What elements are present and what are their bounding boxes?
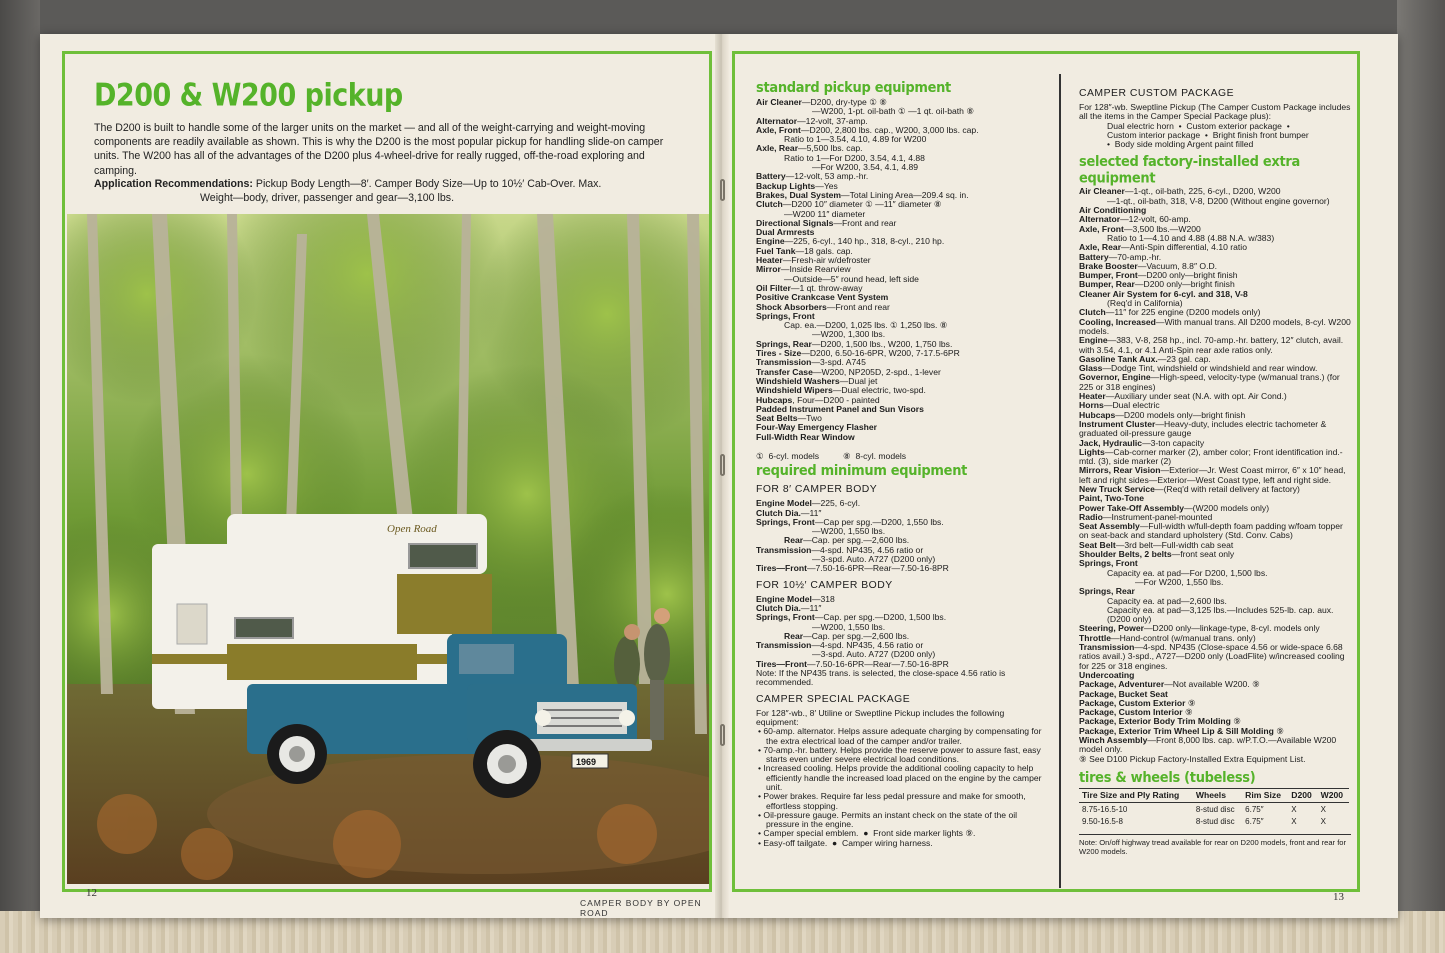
- spec-line: [1079, 755, 1351, 764]
- spec-detail: —D200 only—linkage-type, 8-cyl. models only: [1143, 623, 1320, 634]
- camper-truck-photo: [67, 214, 709, 884]
- spec-term: Fuel Tank: [756, 245, 796, 256]
- spec-detail: —3-spd. Auto. A727 (D200 only): [812, 649, 936, 660]
- spec-term: New Truck Service: [1079, 483, 1155, 494]
- camper-custom-heading: CAMPER CUSTOM PACKAGE: [1079, 88, 1235, 99]
- spec-line: [756, 669, 1049, 688]
- background-right: [1397, 0, 1445, 953]
- spec-term: Horns: [1079, 400, 1104, 411]
- spec-detail: —Instrument-panel-mounted: [1102, 511, 1213, 522]
- spec-detail: —For W200, 3.54, 4.1, 4.89: [812, 162, 919, 173]
- spec-term: Package, Exterior Trim Wheel Lip & Sill Molding: [1079, 725, 1274, 736]
- extra-equipment-heading: selected factory-installed extra equipment: [1079, 154, 1300, 188]
- spec-detail: Ratio to 1—3.54, 4.10, 4.89 for W200: [784, 134, 927, 145]
- spec-term: Windshield Wipers: [756, 385, 833, 396]
- spec-detail: —W200, 1-pt. oil-bath ① —1 qt. oil-bath ⑧: [812, 106, 975, 117]
- spec-term: Dual Armrests: [756, 227, 815, 238]
- spec-term: Shock Absorbers: [756, 301, 827, 312]
- spec-detail: —5,500 lbs. cap.: [798, 143, 863, 154]
- spec-detail: —11″: [800, 507, 822, 518]
- spec-term: Tires - Size: [756, 348, 802, 359]
- spec-term: Four-Way Emergency Flasher: [756, 422, 877, 433]
- spec-detail: —Dual electric: [1103, 400, 1160, 411]
- camper-special-heading: CAMPER SPECIAL PACKAGE: [756, 693, 911, 705]
- spec-detail: —Anti-Spin differential, 4.10 ratio: [1121, 242, 1247, 253]
- spec-detail: —W200, 1,550 lbs.: [812, 621, 886, 632]
- page-number-left: 12: [86, 887, 97, 899]
- spec-detail: —D200 only—bright finish: [1134, 279, 1235, 290]
- spec-term: Brakes, Dual System: [756, 189, 842, 200]
- photo-caption: CAMPER BODY BY OPEN ROAD: [580, 898, 702, 918]
- column-header: Wheels: [1193, 788, 1242, 802]
- spec-term: Axle, Front: [1079, 223, 1124, 234]
- spec-detail: Capacity ea. at pad—3,125 lbs.—Includes 525-lb. cap. aux. (D200 only): [1107, 604, 1336, 625]
- spec-detail: —D200 only—bright finish: [1137, 270, 1238, 281]
- spec-detail: Dual electric horn • Custom exterior package •: [1107, 120, 1290, 131]
- spec-term: Seat Assembly: [1079, 521, 1140, 532]
- spec-term: Springs, Rear: [1079, 586, 1135, 597]
- spec-term: Power Take-Off Assembly: [1079, 502, 1185, 513]
- standard-equipment-heading: standard pickup equipment: [756, 80, 951, 97]
- spec-detail: —7.50-16-6PR—Rear—7.50-16-8PR: [806, 563, 949, 574]
- spec-term: Cleaner Air System for 6-cyl. and 318, V-8: [1079, 288, 1248, 299]
- extra-equipment-list: [1079, 186, 1354, 764]
- spec-detail: —Cap. per spg.—2,600 lbs.: [803, 535, 910, 546]
- table-cell: 6.75″: [1245, 816, 1264, 826]
- spec-detail: —W200, NP205D, 2-spd., 1-lever: [812, 366, 941, 377]
- spec-detail: —Yes: [815, 180, 838, 191]
- spec-term: Engine Model: [756, 498, 812, 509]
- spec-detail: , Four—D200 - painted: [792, 394, 880, 405]
- spec-detail: —11″ for 225 engine (D200 models only): [1105, 307, 1261, 318]
- spec-term: Transmission: [756, 357, 812, 368]
- spec-detail: —7.50-16-6PR—Rear—7.50-16-8PR: [806, 658, 949, 669]
- spec-detail: ⑨: [1182, 707, 1193, 718]
- table-cell: X: [1320, 804, 1326, 814]
- table-cell: 8.75-16.5-10: [1082, 804, 1128, 814]
- required-10ft-subheading: FOR 10½′ CAMPER BODY: [756, 579, 893, 591]
- spec-detail: —1 qt. throw-away: [790, 282, 863, 293]
- spec-detail: (Req'd in California): [1107, 298, 1183, 309]
- spec-term: Clutch Dia.: [756, 602, 801, 613]
- spec-line: [1079, 103, 1351, 122]
- table-row: [1079, 803, 1349, 816]
- spec-detail: —3rd belt—Full-width cab seat: [1115, 539, 1234, 550]
- spec-detail: —(W200 models only): [1184, 502, 1270, 513]
- spec-detail: —Dodge Tint, windshield or windshield and rear window.: [1102, 363, 1318, 374]
- spec-detail: —3-spd. A745: [811, 357, 866, 368]
- spec-line: [1079, 336, 1351, 355]
- spec-term: Transfer Case: [756, 366, 813, 377]
- spec-detail: —1-qt., oil-bath, 318, V-8, D200 (Without engine governor): [1107, 195, 1330, 206]
- spec-detail: For 128″-wb. Sweptline Pickup (The Camper Custom Package includes all the items in the Camper Special Package plus):: [1079, 102, 1353, 122]
- spec-detail: —Not available W200. ⑨: [1164, 679, 1260, 690]
- spec-term: Instrument Cluster: [1079, 418, 1156, 429]
- spec-detail: —Total Lining Area—209.4 sq. in.: [841, 189, 969, 200]
- bullet-item: • Power brakes. Require far less pedal pressure and make for smooth, effortless stopping.: [758, 791, 1029, 811]
- spec-detail: Custom interior package • Bright finish front bumper: [1107, 129, 1309, 140]
- spec-detail: —D200, 2,800 lbs. cap., W200, 3,000 lbs. cap.: [800, 124, 979, 135]
- application-label: Application Recommendations:: [94, 178, 253, 190]
- spec-detail: —Inside Rearview: [780, 264, 851, 275]
- page-title: D200 & W200 pickup: [94, 78, 403, 114]
- spec-term: Hubcaps: [1079, 409, 1116, 420]
- required-equipment-heading: required minimum equipment: [756, 463, 968, 480]
- spec-term: Springs, Front: [756, 612, 815, 623]
- required-10ft-list: [756, 595, 1049, 688]
- spec-detail: —Cab-corner marker (2), amber color; Front identification ind.-mtd. (3), side marker (2): [1079, 446, 1343, 467]
- spec-detail: —Heavy-duty, includes electric tachometer & graduated oil-pressure gauge: [1079, 418, 1329, 439]
- spec-detail: —W200 11″ diameter: [784, 208, 866, 219]
- camper-special-list: [756, 727, 1049, 848]
- spec-term: Glass: [1079, 363, 1103, 374]
- spec-detail: —With manual trans. All D200 models, 8-cyl. W200 models.: [1079, 316, 1354, 336]
- spec-detail: Note: If the NP435 trans. is selected, the close-space 4.56 ratio is recommended.: [756, 668, 1008, 688]
- spec-term: Brake Booster: [1079, 260, 1138, 271]
- bullet-item: • 70-amp.-hr. battery. Helps provide the reserve power to assure fast, easy starts even under severe electrical load conditions.: [758, 744, 1044, 765]
- required-8ft-subheading: FOR 8′ CAMPER BODY: [756, 484, 878, 496]
- spec-term: Alternator: [1079, 214, 1121, 225]
- spec-line: [1079, 420, 1351, 439]
- column-header: Rim Size: [1242, 788, 1288, 802]
- spec-term: Gasoline Tank Aux.: [1079, 353, 1158, 364]
- spec-detail: —225, 6-cyl., 140 hp., 318, 8-cyl., 210 hp.: [784, 236, 945, 247]
- spec-line: [1079, 448, 1351, 467]
- spec-detail: —18 gals. cap.: [795, 245, 853, 256]
- spec-term: Springs, Front: [756, 516, 815, 527]
- spec-detail: —12-volt, 53 amp.-hr.: [785, 171, 869, 182]
- application-text-cont: Weight—body, driver, passenger and gear—3,100 lbs.: [200, 192, 455, 204]
- staple-top: [720, 179, 725, 201]
- spec-term: Package, Exterior Body Trim Molding: [1079, 716, 1231, 727]
- spec-line: [756, 518, 1049, 527]
- book-gutter: [715, 34, 729, 918]
- spec-line: [756, 613, 1049, 622]
- spec-detail: —1-qt., oil-bath, 225, 6-cyl., D200, W200: [1124, 186, 1281, 197]
- table-cell: X: [1320, 816, 1326, 826]
- spec-line: [756, 321, 1049, 330]
- spec-detail: —Cap. per spg.—2,600 lbs.: [803, 630, 910, 641]
- spec-detail: ⑨: [1185, 697, 1196, 708]
- application-recommendations: [94, 177, 686, 205]
- spec-line: [1079, 140, 1351, 149]
- spec-term: Cooling, Increased: [1079, 316, 1156, 327]
- column-header: W200: [1318, 788, 1349, 802]
- forest-scene-illustration: [67, 214, 709, 884]
- table-body: [1079, 803, 1349, 828]
- staple-middle: [720, 454, 725, 476]
- spec-term: Bumper, Rear: [1079, 279, 1135, 290]
- spec-term: Package, Adventurer: [1079, 679, 1165, 690]
- spec-term: Package, Bucket Seat: [1079, 688, 1168, 699]
- spec-term: Heater: [1079, 391, 1106, 402]
- spec-term: Oil Filter: [756, 282, 791, 293]
- spec-term: Springs, Front: [1079, 558, 1138, 569]
- bullet-item: • Increased cooling. Helps provide the additional cooling capacity to help efficiently handle the increased load placed on the engine by the camper unit.: [758, 763, 1044, 792]
- spec-detail: —3-ton capacity: [1142, 437, 1205, 448]
- camper-custom-list: [1079, 103, 1351, 149]
- spec-detail: • Body side molding Argent paint filled: [1107, 139, 1254, 150]
- column-header: Tire Size and Ply Rating: [1079, 788, 1193, 802]
- spec-term: Axle, Rear: [756, 143, 799, 154]
- standard-equipment-list: [756, 98, 1049, 442]
- tires-wheels-heading: tires & wheels (tubeless): [1079, 769, 1256, 787]
- table-cell: X: [1291, 804, 1297, 814]
- background-left: [0, 0, 40, 953]
- spec-term: Air Cleaner: [756, 97, 802, 107]
- spec-detail: —Vacuum, 8.8″ O.D.: [1137, 260, 1218, 271]
- spec-detail: —225, 6-cyl.: [811, 498, 861, 509]
- spec-line: [1079, 643, 1351, 671]
- staple-bottom: [720, 724, 725, 746]
- spec-term: Springs, Rear: [756, 338, 812, 349]
- spec-column-left: [756, 78, 1049, 848]
- spec-term: Seat Belts: [756, 413, 798, 424]
- spec-term: Backup Lights: [756, 180, 816, 191]
- spec-detail: —4-spd. NP435, 4.56 ratio or: [811, 640, 924, 651]
- spec-detail: —Dual electric, two-spd.: [832, 385, 926, 396]
- spec-term: Transmission: [756, 640, 812, 651]
- bullet-item: • Camper special emblem. ● Front side marker lights ⑨.: [758, 828, 976, 839]
- spec-detail: —3,500 lbs.—W200: [1123, 223, 1201, 234]
- intro-paragraph: The D200 is built to handle some of the larger units on the market — and all of the weight-carrying and weight-moving components are readily available as shown. This is why the D200 is the most popular pickup for handling slide-on camper units. The W200 has all of the advantages of the D200 plus 4-wheel-drive for really rugged, off-the-road exploring and camping.: [94, 122, 664, 177]
- spec-term: Transmission: [1079, 642, 1135, 653]
- spec-term: Clutch: [756, 199, 783, 210]
- spec-term: Throttle: [1079, 632, 1111, 643]
- spec-term: Alternator: [756, 115, 798, 126]
- spec-detail: —4-spd. NP435, 4.56 ratio or: [811, 544, 924, 555]
- spec-detail: —D200, 1,500 lbs., W200, 1,750 lbs.: [811, 338, 953, 349]
- spec-line: [756, 564, 1049, 573]
- spec-term: Tires—Front: [756, 563, 807, 574]
- spec-detail: —23 gal. cap.: [1157, 353, 1211, 364]
- spec-line: [1079, 736, 1351, 755]
- spec-term: Axle, Rear: [1079, 242, 1122, 253]
- table-cell: X: [1291, 816, 1297, 826]
- spec-term: Axle, Front: [756, 124, 801, 135]
- spec-detail: —Cap. per spg.—D200, 1,500 lbs.: [814, 612, 947, 623]
- spec-term: Padded Instrument Panel and Sun Visors: [756, 403, 924, 414]
- spec-detail: —Auxiliary under seat (N.A. with opt. Air Cond.): [1105, 391, 1287, 402]
- spec-term: Air Cleaner: [1079, 186, 1125, 197]
- table-cell: 8-stud disc: [1195, 816, 1235, 826]
- spec-detail: —Full-width w/full-depth foam padding w/foam topper on seat-back and standard upholstery (Std. Conv. Cabs): [1079, 521, 1346, 541]
- spec-detail: —D200, dry-type ① ⑧: [801, 97, 887, 107]
- spec-detail: —318: [811, 593, 835, 604]
- camper-special-intro: For 128″-wb., 8′ Utiline or Sweptline Pickup includes the following equipment:: [756, 707, 1007, 727]
- spec-term: Undercoating: [1079, 669, 1135, 680]
- spec-detail: —W200, 1,550 lbs.: [812, 526, 886, 537]
- license-plate: 1969: [576, 757, 597, 767]
- spec-detail: Capacity ea. at pad—2,600 lbs.: [1107, 595, 1227, 606]
- spec-detail: ⑨: [1230, 716, 1241, 727]
- spec-detail: —Dual jet: [839, 375, 878, 386]
- spec-detail: —Front and rear: [833, 217, 897, 228]
- tires-wheels-table: [1079, 788, 1349, 828]
- spec-term: Windshield Washers: [756, 375, 840, 386]
- spec-line: [1079, 606, 1351, 625]
- spec-term: Engine Model: [756, 593, 812, 604]
- spec-term: Package, Custom Interior: [1079, 707, 1183, 718]
- spec-term: Shoulder Belts, 2 belts: [1079, 549, 1172, 560]
- spec-detail: Ratio to 1—For D200, 3.54, 4.1, 4.88: [784, 152, 925, 163]
- spec-detail: —Outside—5″ round head, left side: [784, 273, 919, 284]
- spec-detail: —4-spd. NP435 (Close-space 4.56 or wide-space 6.68 ratios avail.) 3-spd., A727—D200 only (LoadFlite) w/increased cooling for 225 or 318 engines.: [1079, 642, 1347, 671]
- spec-detail: —70-amp.-hr.: [1108, 251, 1162, 262]
- right-page: [729, 34, 1398, 918]
- spec-term: Steering, Power: [1079, 623, 1144, 634]
- spec-detail: —Front 8,000 lbs. cap. w/P.T.O.—Available W200 model only.: [1079, 735, 1339, 755]
- spec-term: Engine: [1079, 335, 1108, 346]
- bullet-item: • Easy-off tailgate. ● Camper wiring harness.: [758, 837, 933, 848]
- tires-note: Note: On/off highway tread available for rear on D200 models, front and rear for W200 models.: [1079, 834, 1351, 856]
- spec-term: Transmission: [756, 544, 812, 555]
- column-divider: [1059, 74, 1061, 888]
- spec-term: Mirror: [756, 264, 781, 275]
- spec-detail: —3-spd. Auto. A727 (D200 only): [812, 554, 936, 565]
- spec-term: Battery: [756, 171, 786, 182]
- spec-detail: —(Req'd with retail delivery at factory): [1154, 483, 1300, 494]
- spec-term: Lights: [1079, 446, 1105, 457]
- spec-term: Rear: [784, 630, 804, 641]
- spec-term: Full-Width Rear Window: [756, 431, 855, 442]
- spec-term: Jack, Hydraulic: [1079, 437, 1143, 448]
- spec-term: Engine: [756, 236, 785, 247]
- spec-term: Heater: [756, 255, 783, 266]
- spec-term: Battery: [1079, 251, 1109, 262]
- spec-term: Mirrors, Rear Vision: [1079, 465, 1161, 476]
- spec-detail: —D200 10″ diameter ① —11″ diameter ⑧: [782, 199, 942, 210]
- spec-detail: —front seat only: [1171, 549, 1235, 560]
- bullet-item: • 60-amp. alternator. Helps assure adequate charging by compensating for the extra electrical load of the camper and/or trailer.: [758, 726, 1044, 746]
- spec-term: Winch Assembly: [1079, 735, 1148, 745]
- table-header-row: [1079, 788, 1349, 802]
- spec-term: Clutch: [1079, 307, 1106, 318]
- spec-term: Hubcaps: [756, 394, 793, 405]
- spec-detail: —11″: [800, 602, 822, 613]
- spec-term: Clutch Dia.: [756, 507, 801, 518]
- spec-detail: —Front and rear: [826, 301, 890, 312]
- table-cell: 8-stud disc: [1195, 804, 1235, 814]
- page-number-right: 13: [1333, 891, 1344, 903]
- bullet-item: • Oil-pressure gauge. Permits an instant check on the state of the oil pressure in the engine.: [758, 809, 1020, 830]
- table-cell: 6.75″: [1245, 804, 1264, 814]
- engine-legend: ① 6-cyl. models ⑧ 8-cyl. models: [756, 450, 907, 461]
- spec-term: Tires—Front: [756, 658, 807, 669]
- table-row: [1079, 815, 1349, 827]
- spec-line: [1079, 316, 1354, 337]
- spec-line: [1079, 373, 1351, 392]
- spec-term: Radio: [1079, 511, 1103, 522]
- spec-detail: Cap. ea.—D200, 1,025 lbs. ① 1,250 lbs. ⑧: [784, 320, 948, 331]
- required-8ft-list: [756, 499, 1049, 573]
- spec-detail: —W200, 1,300 lbs.: [812, 329, 886, 340]
- spec-detail: ⑨: [1273, 725, 1284, 736]
- spec-detail: Ratio to 1—4.10 and 4.88 (4.88 N.A. w/383): [1107, 232, 1275, 243]
- spec-term: Positive Crankcase Vent System: [756, 292, 889, 303]
- column-header: D200: [1288, 788, 1317, 802]
- brochure-spread: [40, 34, 1398, 918]
- spec-detail: Capacity ea. at pad—For D200, 1,500 lbs.: [1107, 567, 1268, 578]
- spec-detail: —High-speed, velocity-type (w/manual trans.) (for 225 or 318 engines): [1079, 372, 1343, 392]
- spec-line: [756, 433, 1049, 442]
- spec-detail: —12-volt, 37-amp.: [797, 115, 868, 126]
- spec-detail: —D200, 6.50-16-6PR, W200, 7-17.5-6PR: [801, 348, 960, 359]
- application-text: Pickup Body Length—8′. Camper Body Size—Up to 10½′ Cab-Over. Max.: [255, 178, 602, 190]
- left-page: [40, 34, 715, 918]
- spec-detail: —Cap per spg.—D200, 1,550 lbs.: [814, 516, 944, 527]
- spec-term: Directional Signals: [756, 217, 834, 228]
- spec-detail: —Fresh-air w/defroster: [782, 255, 871, 266]
- spec-term: Paint, Two-Tone: [1079, 493, 1145, 504]
- spec-term: Package, Custom Exterior: [1079, 697, 1186, 708]
- spec-detail: ⑨ See D100 Pickup Factory-Installed Extra Equipment List.: [1079, 753, 1306, 764]
- spec-line: [1079, 466, 1351, 485]
- spec-term: Seat Belt: [1079, 539, 1116, 550]
- spec-term: Rear: [784, 535, 804, 546]
- spec-detail: —D200 models only—bright finish: [1115, 409, 1246, 420]
- table-cell: 9.50-16.5-8: [1082, 816, 1123, 826]
- spec-term: Air Conditioning: [1079, 205, 1147, 216]
- spec-detail: —Exterior—Jr. West Coast mirror, 6″ x 10″ head, left and right sides—Exterior—West Coast type, left and right side.: [1079, 465, 1348, 485]
- spec-detail: —Two: [797, 413, 822, 424]
- camper-brand-label: Open Road: [387, 523, 437, 535]
- spec-detail: —Hand-control (w/manual trans. only): [1110, 632, 1256, 643]
- spec-line: [1079, 522, 1351, 541]
- spec-column-right: [1079, 88, 1354, 856]
- spec-term: Bumper, Front: [1079, 270, 1138, 281]
- spec-detail: —For W200, 1,550 lbs.: [1135, 576, 1224, 587]
- spec-term: Springs, Front: [756, 310, 815, 321]
- spec-detail: —383, V-8, 258 hp., incl. 70-amp.-hr. battery, 12″ clutch, avail. with 3.54, 4.1, or 4.1 Anti-Spin rear axle ratios only.: [1079, 335, 1346, 355]
- spec-detail: —12-volt, 60-amp.: [1120, 214, 1191, 225]
- spec-term: Governor, Engine: [1079, 372, 1151, 383]
